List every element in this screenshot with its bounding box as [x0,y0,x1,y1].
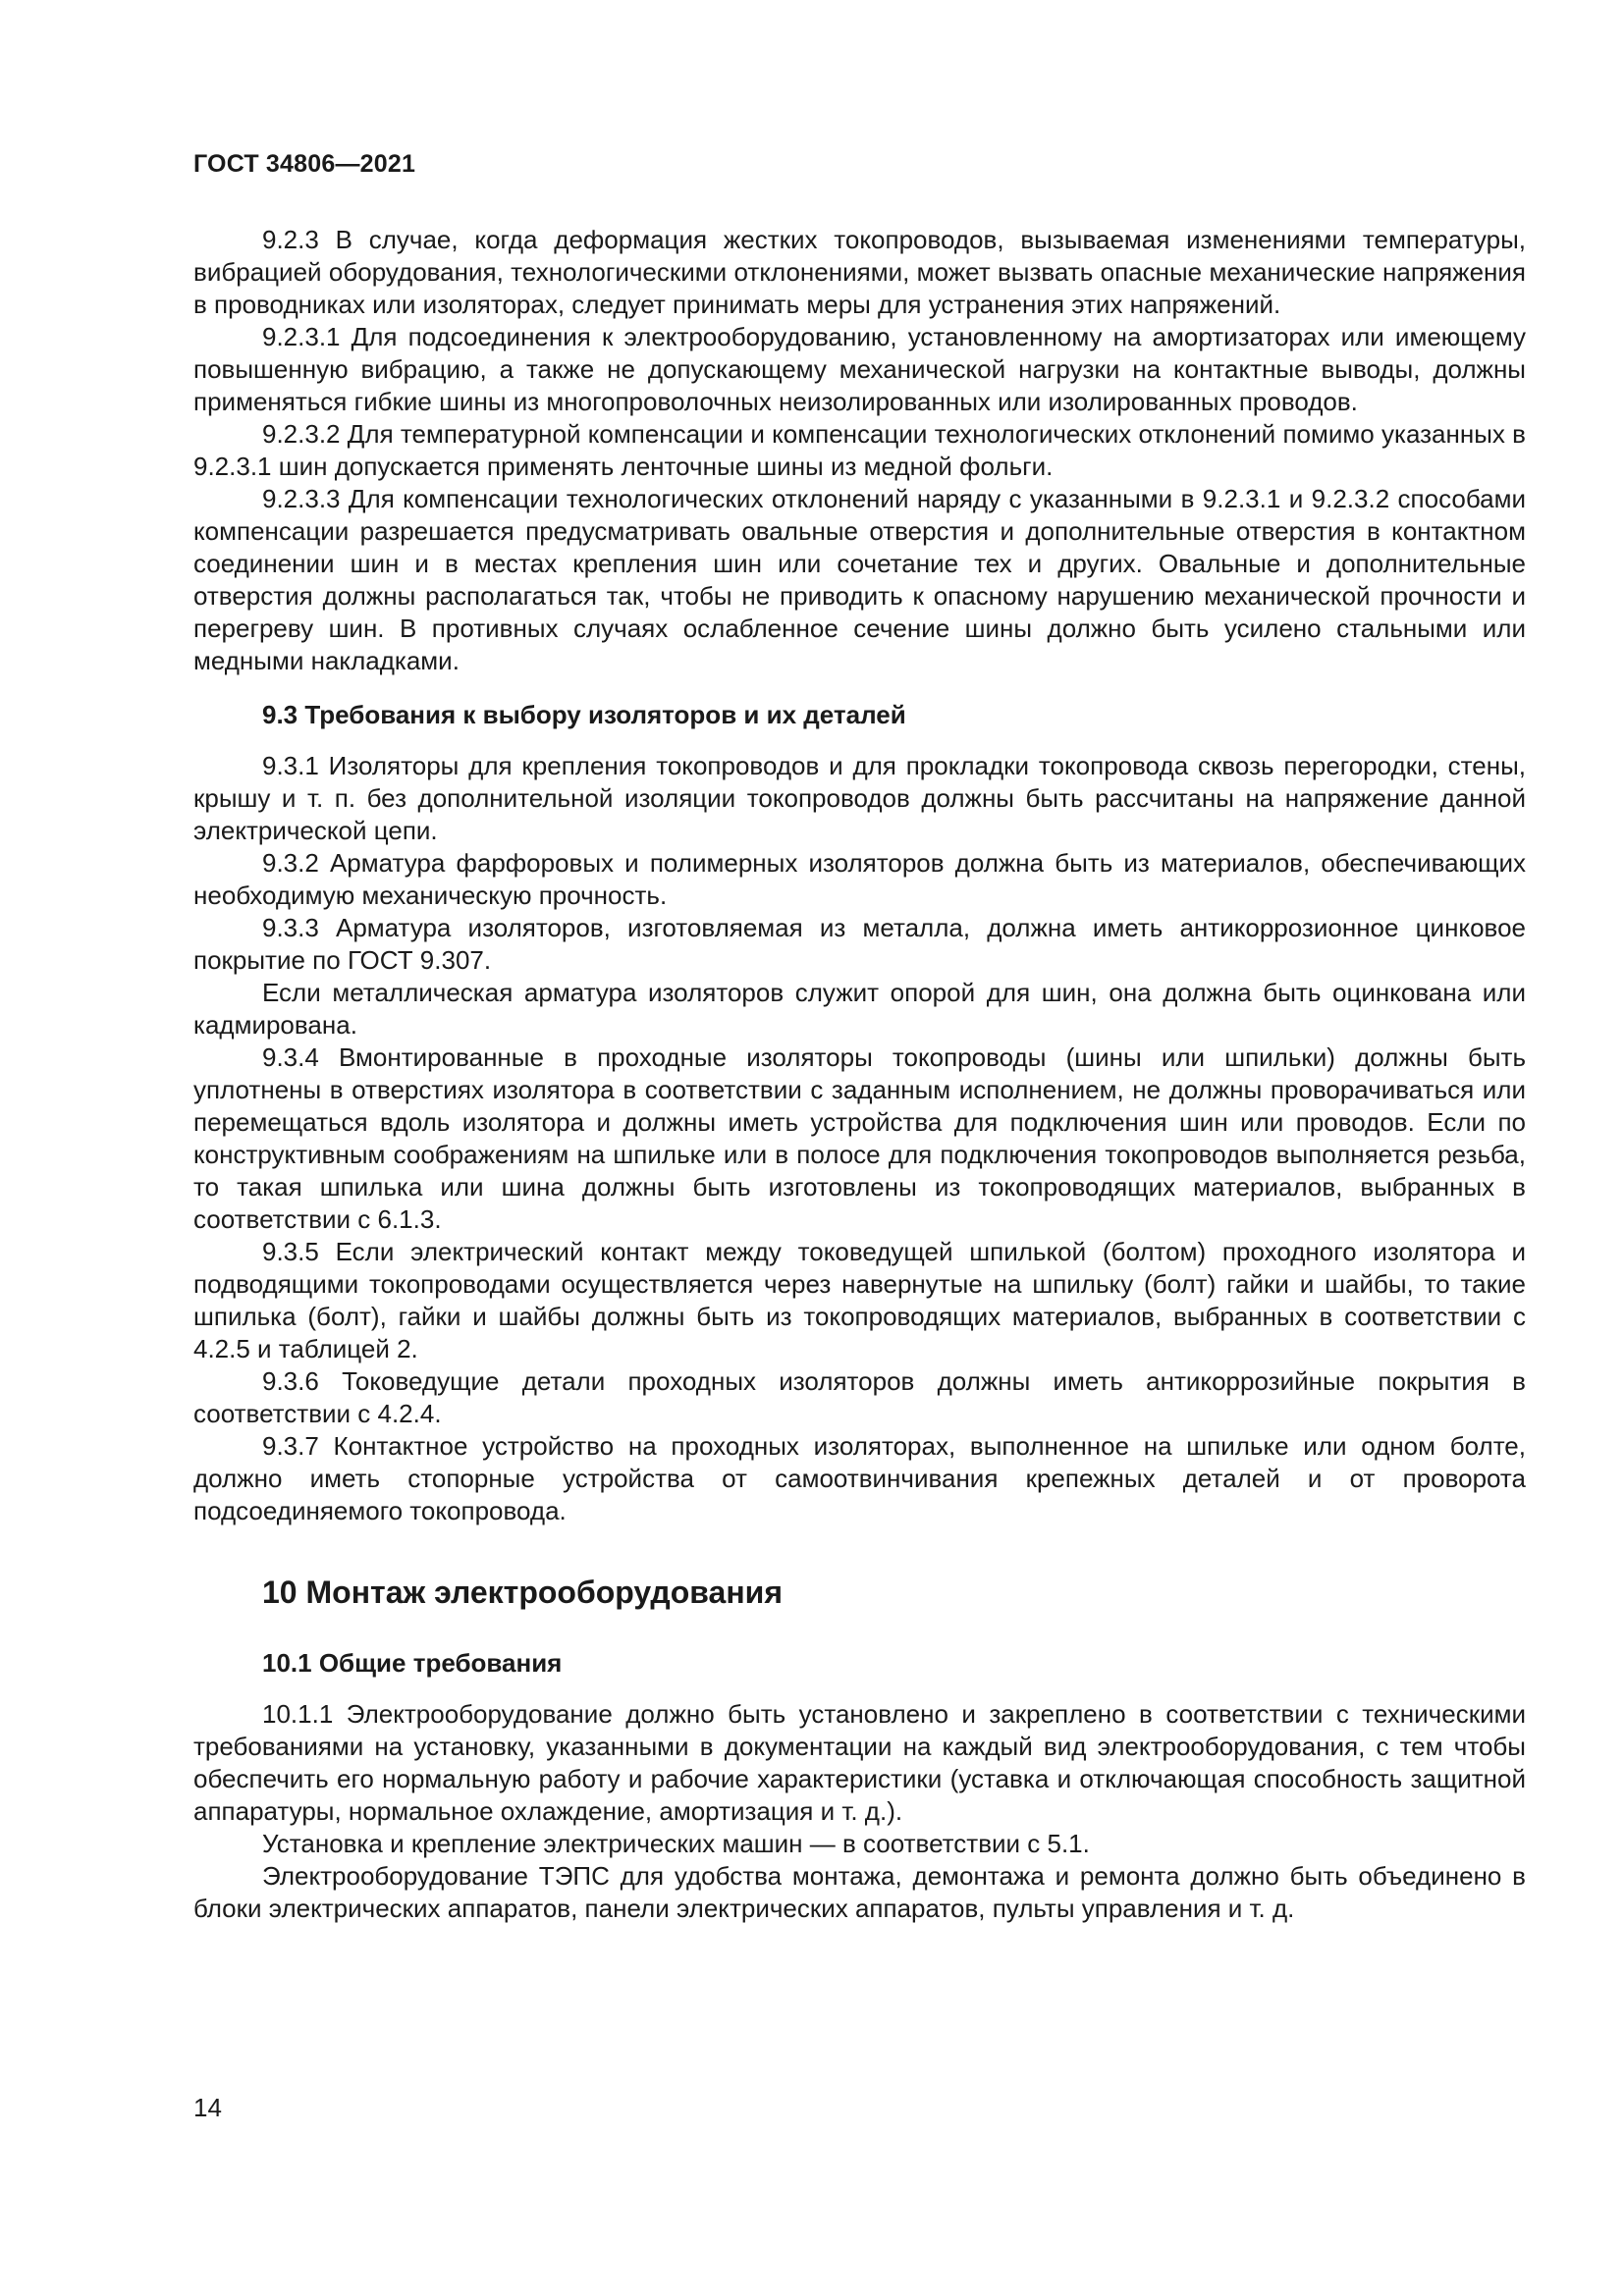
paragraph-9-2-3-1: 9.2.3.1 Для подсоединения к электрооборудованию, установленному на амортизаторах или имеющему повышенную вибрацию, а также не допускающему механической нагрузки на контактные выводы, должны применяться гибкие шины из многопроволочных неизолированных или изолированных проводов. [193,322,1526,416]
paragraph-10-1-1: 10.1.1 Электрооборудование должно быть установлено и закреплено в соответствии с техническими требованиями на установку, указанными в документации на каждый вид электрооборудования, с тем чтобы обеспечить его нормальную работу и рабочие характеристики (уставка и отключающая способность защитной аппаратуры, нормальное охлаждение, амортизация и т. д.). [193,1699,1526,1826]
paragraph-10-1-1-b: Установка и крепление электрических машин — в соответствии с 5.1. [262,1829,1090,1858]
heading-9-3: 9.3 Требования к выбору изоляторов и их деталей [262,700,906,729]
paragraph-9-3-4: 9.3.4 Вмонтированные в проходные изоляторы токопроводы (шины или шпильки) должны быть уплотнены в отверстиях изолятора в соответствии с заданным исполнением, не должны проворачиваться или перемещаться вдоль изолятора и должны иметь устройства для подключения шин или проводов. Если по конструктивным соображениям на шпильке или в полосе для подключения токопроводов выполняется резьба, то такая шпилька или шина должны быть изготовлены из токопроводящих материалов, выбранных в соответствии с 6.1.3. [193,1042,1526,1234]
page-number: 14 [193,2093,222,2122]
paragraph-10-1-1-c: Электрооборудование ТЭПС для удобства монтажа, демонтажа и ремонта должно быть объединено в блоки электрических аппаратов, панели электрических аппаратов, пульты управления и т. д. [193,1861,1526,1923]
paragraph-9-3-1: 9.3.1 Изоляторы для крепления токопроводов и для прокладки токопровода сквозь перегородки, стены, крышу и т. п. без дополнительной изоляции токопроводов должны быть рассчитаны на напряжение данной электрической цепи. [193,751,1526,845]
document-header: ГОСТ 34806—2021 [193,150,416,178]
paragraph-9-2-3: 9.2.3 В случае, когда деформация жестких токопроводов, вызываемая изменениями температуры, вибрацией оборудования, технологическими отклонениями, может вызвать опасные механические напряжения в проводниках или изоляторах, следует принимать меры для устранения этих напряжений. [193,225,1526,319]
heading-10-1: 10.1 Общие требования [262,1648,563,1678]
paragraph-9-3-3: 9.3.3 Арматура изоляторов, изготовляемая из металла, должна иметь антикоррозионное цинковое покрытие по ГОСТ 9.307. [193,913,1526,975]
document-body [193,224,1526,1925]
heading-section-10: 10 Монтаж электрооборудования [262,1575,783,1610]
paragraph-9-3-6: 9.3.6 Токоведущие детали проходных изоляторов должны иметь антикоррозийные покрытия в соответствии с 4.2.4. [193,1366,1526,1428]
paragraph-9-3-3-b: Если металлическая арматура изоляторов служит опорой для шин, она должна быть оцинкована или кадмирована. [193,978,1526,1040]
paragraph-9-2-3-2: 9.2.3.2 Для температурной компенсации и компенсации технологических отклонений помимо указанных в 9.2.3.1 шин допускается применять ленточные шины из медной фольги. [193,419,1526,481]
paragraph-9-2-3-3: 9.2.3.3 Для компенсации технологических отклонений наряду с указанными в 9.2.3.1 и 9.2.3.2 способами компенсации разрешается предусматривать овальные отверстия и дополнительные отверстия в контактном соединении шин и в местах крепления шин или сочетание тех и других. Овальные и дополнительные отверстия должны располагаться так, чтобы не приводить к опасному нарушению механической прочности и перегреву шин. В противных случаях ослабленное сечение шины должно быть усилено стальными или медными накладками. [193,484,1526,675]
paragraph-9-3-7: 9.3.7 Контактное устройство на проходных изоляторах, выполненное на шпильке или одном болте, должно иметь стопорные устройства от самоотвинчивания крепежных деталей и от проворота подсоединяемого токопровода. [193,1431,1526,1525]
paragraph-9-3-5: 9.3.5 Если электрический контакт между токоведущей шпилькой (болтом) проходного изолятора и подводящими токопроводами осуществляется через навернутые на шпильку (болт) гайки и шайбы, то такие шпилька (болт), гайки и шайбы должны быть из токопроводящих материалов, выбранных в соответствии с 4.2.5 и таблицей 2. [193,1237,1526,1363]
paragraph-9-3-2: 9.3.2 Арматура фарфоровых и полимерных изоляторов должна быть из материалов, обеспечивающих необходимую механическую прочность. [193,848,1526,910]
